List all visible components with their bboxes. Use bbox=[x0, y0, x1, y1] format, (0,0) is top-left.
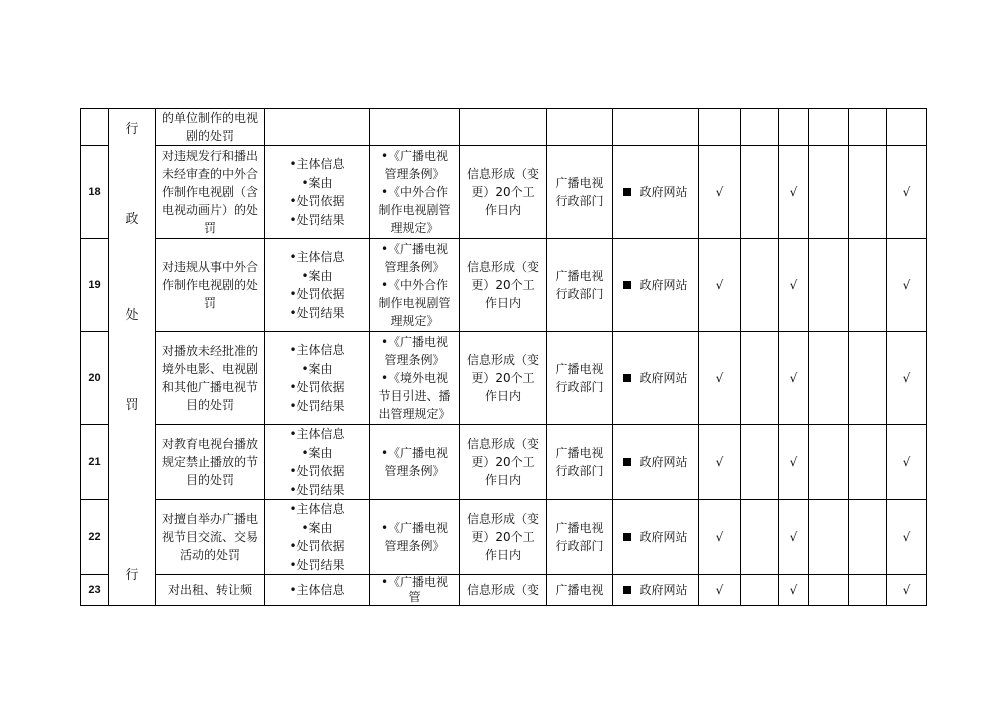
filled-square-icon bbox=[623, 533, 631, 541]
empty-cell bbox=[849, 500, 887, 575]
content-item: • 处罚依据 bbox=[265, 192, 369, 211]
basis-item: • 《广播电视管理条例》 bbox=[376, 333, 453, 369]
site-label: 政府网站 bbox=[639, 278, 688, 292]
empty-cell bbox=[809, 239, 849, 332]
content-cell bbox=[265, 575, 370, 606]
empty-cell bbox=[741, 239, 779, 332]
category-char: 处 bbox=[125, 308, 139, 323]
basis-item: • 《广播电视管理条例》 bbox=[376, 240, 453, 276]
content-item: • 处罚依据 bbox=[265, 462, 369, 481]
empty-cell bbox=[809, 425, 849, 500]
empty-cell bbox=[849, 239, 887, 332]
basis-item: • 《广播电视管 bbox=[376, 575, 453, 605]
check-cell: √ bbox=[699, 146, 741, 239]
site-cell bbox=[613, 332, 699, 425]
dept-cell: 广播电视行政部门 bbox=[547, 425, 613, 500]
content-item: • 处罚结果 bbox=[265, 304, 369, 323]
content-item: • 处罚依据 bbox=[265, 285, 369, 304]
number-cell: 22 bbox=[81, 500, 109, 575]
basis-cell bbox=[370, 500, 460, 575]
number-cell: 19 bbox=[81, 239, 109, 332]
table-row bbox=[81, 425, 927, 500]
check-cell: √ bbox=[887, 575, 927, 606]
empty-cell bbox=[849, 575, 887, 606]
site-cell bbox=[613, 500, 699, 575]
table-row bbox=[81, 332, 927, 425]
check-cell: √ bbox=[887, 425, 927, 500]
content-item: • 处罚结果 bbox=[265, 397, 369, 416]
time-cell: 信息形成（变更）20个工作日内 bbox=[460, 332, 547, 425]
content-item: • 处罚结果 bbox=[265, 211, 369, 230]
disclosure-table bbox=[80, 108, 927, 606]
site-label: 政府网站 bbox=[639, 185, 688, 199]
site-label: 政府网站 bbox=[639, 371, 688, 385]
check-cell: √ bbox=[779, 575, 809, 606]
empty-cell bbox=[809, 500, 849, 575]
content-item: • 主体信息 bbox=[265, 581, 369, 600]
category-char: 罚 bbox=[125, 398, 139, 413]
dept-cell: 广播电视行政部门 bbox=[547, 332, 613, 425]
content-item: • 案由 bbox=[265, 444, 369, 463]
number-cell: 20 bbox=[81, 332, 109, 425]
content-cell bbox=[265, 146, 370, 239]
category-char: 行 bbox=[125, 122, 139, 137]
filled-square-icon bbox=[623, 374, 631, 382]
basis-cell bbox=[370, 239, 460, 332]
site-cell bbox=[613, 425, 699, 500]
filled-square-icon bbox=[623, 281, 631, 289]
number-cell: 18 bbox=[81, 146, 109, 239]
check-cell: √ bbox=[887, 332, 927, 425]
content-item: • 处罚依据 bbox=[265, 378, 369, 397]
content-item: • 处罚结果 bbox=[265, 481, 369, 500]
content-cell bbox=[265, 239, 370, 332]
dept-cell: 广播电视 bbox=[547, 575, 613, 606]
time-cell: 信息形成（变 bbox=[460, 575, 547, 606]
basis-cell bbox=[370, 425, 460, 500]
content-item: • 处罚结果 bbox=[265, 556, 369, 575]
item-cell: 对违规从事中外合作制作电视剧的处罚 bbox=[156, 239, 265, 332]
time-cell: 信息形成（变更）20个工作日内 bbox=[460, 146, 547, 239]
empty-cell bbox=[741, 575, 779, 606]
category-cell bbox=[109, 109, 156, 606]
table-row bbox=[81, 239, 927, 332]
filled-square-icon bbox=[623, 188, 631, 196]
check-cell: √ bbox=[699, 575, 741, 606]
category-char: 行 bbox=[125, 568, 139, 583]
number-cell: 23 bbox=[81, 575, 109, 606]
basis-item: • 《境外电视节目引进、播出管理规定》 bbox=[376, 369, 453, 423]
site-label: 政府网站 bbox=[639, 582, 688, 597]
content-cell bbox=[265, 500, 370, 575]
number-cell: 21 bbox=[81, 425, 109, 500]
item-cell: 对擅自举办广播电视节目交流、交易活动的处罚 bbox=[156, 500, 265, 575]
time-cell: 信息形成（变更）20个工作日内 bbox=[460, 239, 547, 332]
content-item: • 案由 bbox=[265, 360, 369, 379]
basis-item: • 《中外合作制作电视剧管理规定》 bbox=[376, 183, 453, 237]
basis-item: • 《广播电视管理条例》 bbox=[376, 519, 453, 555]
time-cell: 信息形成（变更）20个工作日内 bbox=[460, 500, 547, 575]
check-cell: √ bbox=[779, 146, 809, 239]
site-cell bbox=[613, 239, 699, 332]
content-item: • 主体信息 bbox=[265, 500, 369, 519]
empty-cell bbox=[741, 425, 779, 500]
check-cell: √ bbox=[887, 500, 927, 575]
check-cell: √ bbox=[887, 146, 927, 239]
check-cell: √ bbox=[699, 332, 741, 425]
check-cell: √ bbox=[779, 425, 809, 500]
content-item: • 主体信息 bbox=[265, 248, 369, 267]
content-item: • 主体信息 bbox=[265, 425, 369, 444]
empty-cell bbox=[809, 332, 849, 425]
continuation-row bbox=[81, 109, 927, 146]
item-cell: 对出租、转让频 bbox=[156, 575, 265, 606]
basis-item: • 《中外合作制作电视剧管理规定》 bbox=[376, 276, 453, 330]
table-row bbox=[81, 575, 927, 606]
empty-cell bbox=[741, 146, 779, 239]
site-cell bbox=[613, 575, 699, 606]
content-cell bbox=[265, 332, 370, 425]
content-item: • 案由 bbox=[265, 519, 369, 538]
dept-cell: 广播电视行政部门 bbox=[547, 239, 613, 332]
item-cell: 对教育电视台播放规定禁止播放的节目的处罚 bbox=[156, 425, 265, 500]
empty-cell bbox=[849, 146, 887, 239]
dept-cell: 广播电视行政部门 bbox=[547, 146, 613, 239]
item-cell: 对违规发行和播出未经审查的中外合作制作电视剧（含电视动画片）的处罚 bbox=[156, 146, 265, 239]
check-cell: √ bbox=[699, 500, 741, 575]
basis-cell bbox=[370, 332, 460, 425]
basis-item: • 《广播电视管理条例》 bbox=[376, 444, 453, 480]
content-item: • 主体信息 bbox=[265, 341, 369, 360]
check-cell: √ bbox=[779, 500, 809, 575]
empty-cell bbox=[741, 332, 779, 425]
empty-cell bbox=[849, 332, 887, 425]
empty-cell bbox=[849, 425, 887, 500]
dept-cell: 广播电视行政部门 bbox=[547, 500, 613, 575]
number-cell bbox=[81, 109, 109, 146]
item-cell: 对播放未经批准的境外电影、电视剧和其他广播电视节目的处罚 bbox=[156, 332, 265, 425]
basis-cell bbox=[370, 146, 460, 239]
check-cell: √ bbox=[779, 332, 809, 425]
check-cell: √ bbox=[779, 239, 809, 332]
basis-item: • 《广播电视管理条例》 bbox=[376, 147, 453, 183]
content-cell bbox=[265, 425, 370, 500]
table-row bbox=[81, 500, 927, 575]
item-cell: 的单位制作的电视剧的处罚 bbox=[156, 109, 265, 146]
empty-cell bbox=[809, 146, 849, 239]
category-char: 政 bbox=[125, 212, 139, 227]
check-cell: √ bbox=[699, 425, 741, 500]
content-item: • 主体信息 bbox=[265, 155, 369, 174]
time-cell: 信息形成（变更）20个工作日内 bbox=[460, 425, 547, 500]
check-cell: √ bbox=[699, 239, 741, 332]
table-row bbox=[81, 146, 927, 239]
site-cell bbox=[613, 146, 699, 239]
check-cell: √ bbox=[887, 239, 927, 332]
filled-square-icon bbox=[623, 458, 631, 466]
empty-cell bbox=[741, 500, 779, 575]
site-label: 政府网站 bbox=[639, 530, 688, 544]
empty-cell bbox=[809, 575, 849, 606]
site-label: 政府网站 bbox=[639, 455, 688, 469]
content-item: • 案由 bbox=[265, 267, 369, 286]
content-item: • 案由 bbox=[265, 174, 369, 193]
basis-cell bbox=[370, 575, 460, 606]
filled-square-icon bbox=[623, 586, 631, 594]
content-item: • 处罚依据 bbox=[265, 537, 369, 556]
